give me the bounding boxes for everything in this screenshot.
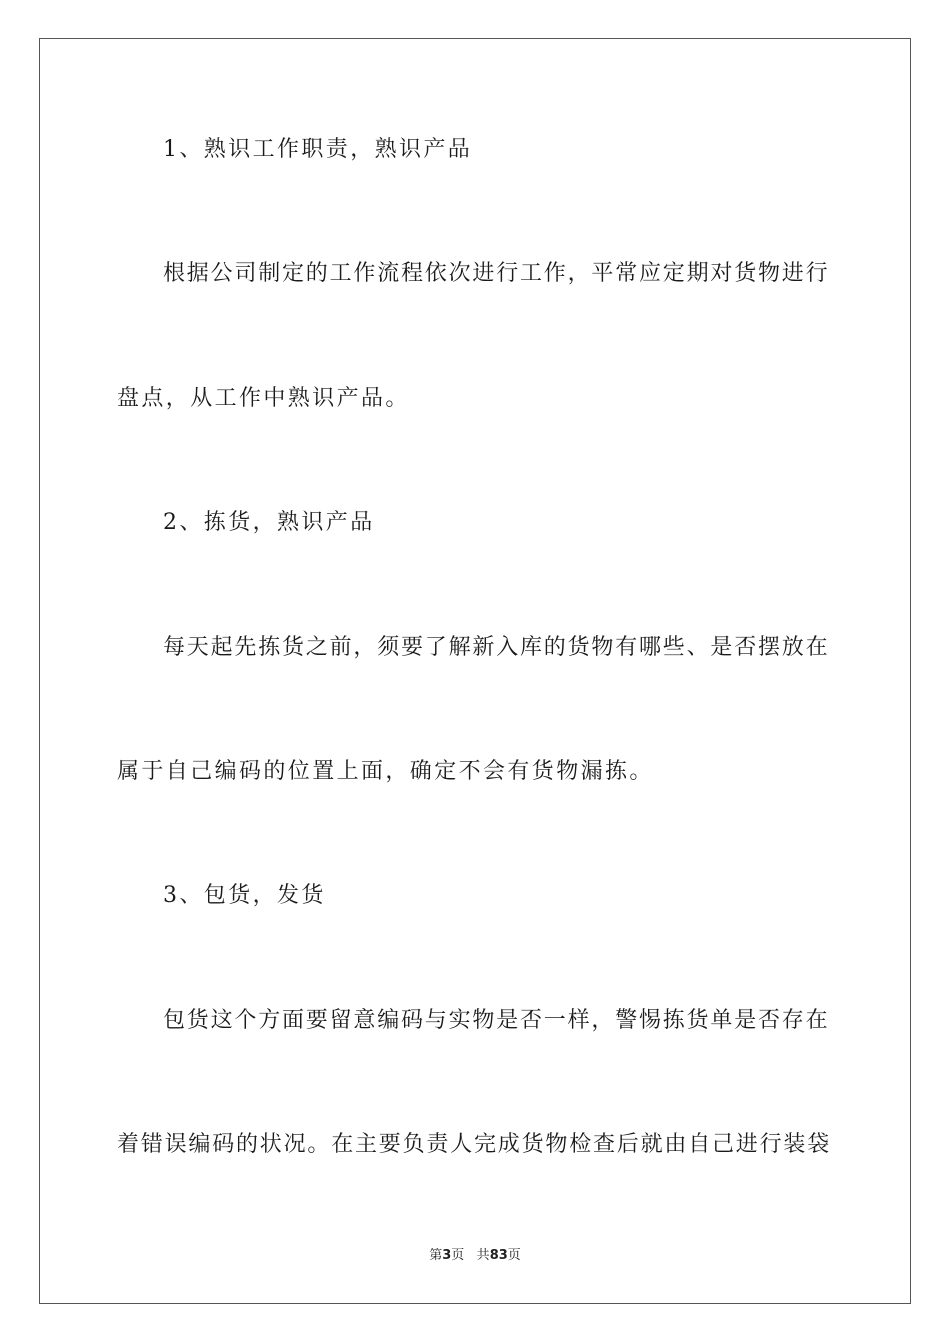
page-footer: [0, 1247, 950, 1265]
total-prefix: 共: [476, 1248, 490, 1263]
page-prefix: 第: [429, 1248, 443, 1263]
paragraph-2-line-2: 属于自己编码的位置上面，确定不会有货物漏拣。: [117, 759, 654, 784]
page-number: 3: [442, 1248, 452, 1263]
paragraph-1-line-1: 根据公司制定的工作流程依次进行工作，平常应定期对货物进行: [163, 261, 830, 286]
heading-2: 2、拣货，熟识产品: [163, 510, 375, 535]
paragraph-1-line-2: 盘点，从工作中熟识产品。: [117, 386, 410, 411]
heading-3: 3、包货，发货: [163, 883, 326, 908]
paragraph-3-line-2: 着错误编码的状况。在主要负责人完成货物检查后就由自己进行装袋: [117, 1132, 832, 1157]
total-pages: 83: [489, 1248, 508, 1263]
paragraph-2-line-1: 每天起先拣货之前，须要了解新入库的货物有哪些、是否摆放在: [163, 635, 830, 660]
heading-1: 1、熟识工作职责，熟识产品: [163, 137, 473, 162]
page-suffix: 页: [451, 1248, 465, 1263]
page-border: [39, 38, 911, 1304]
total-suffix: 页: [507, 1248, 521, 1263]
paragraph-3-line-1: 包货这个方面要留意编码与实物是否一样，警惕拣货单是否存在: [163, 1008, 830, 1033]
